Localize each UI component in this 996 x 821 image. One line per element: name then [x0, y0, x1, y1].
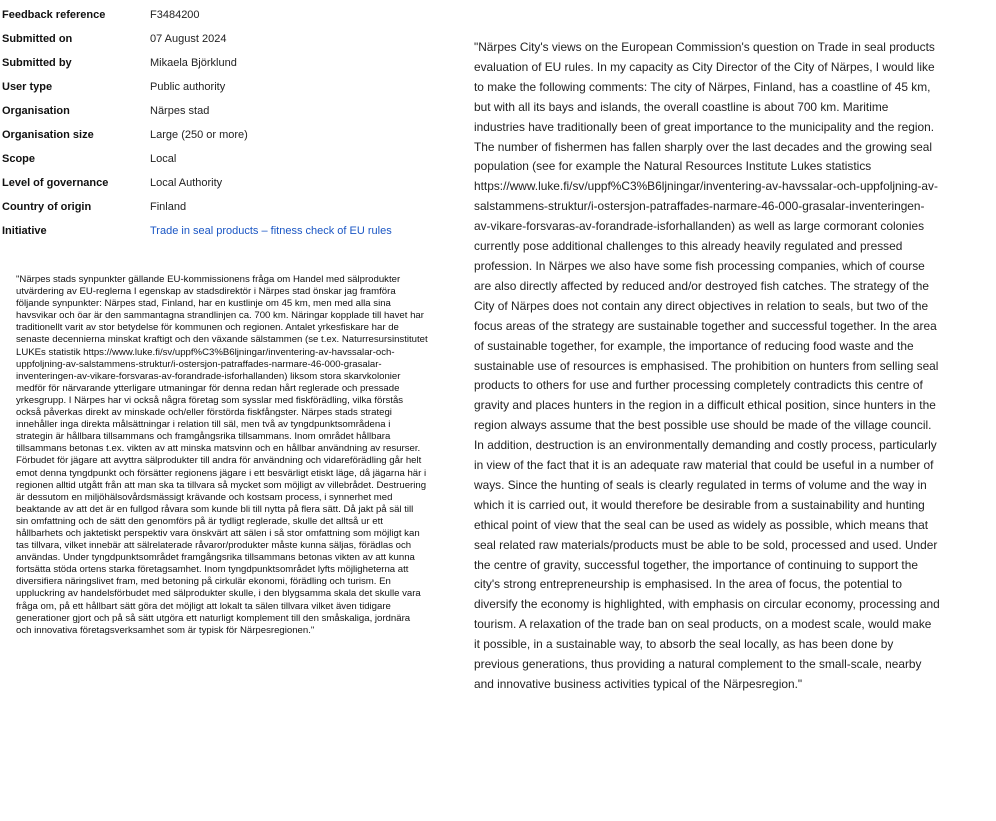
meta-label: Scope — [2, 153, 36, 165]
meta-label: User type — [2, 81, 53, 93]
initiative-link[interactable]: Trade in seal products – fitness check of EU rules — [150, 225, 392, 237]
meta-label: Country of origin — [2, 201, 92, 213]
feedback-text-original-swedish: "Närpes stads synpunkter gällande EU-kommissionens fråga om Handel med sälprodukter utvärdering av EU-reglerna I egenskap av stadsdirektör i Närpes stad önskar jag framföra följande synpunkter: Närpes stad, Finland, har en kustlinje om 45 km, men med alla sina havsvikar och öar är den sammantagna strandlinjen ca. 700 km. Näringar kopplade till havet har traditionellt varit av stor betydelse för kommunen och regionen. Antalet yrkesfiskare har de senaste decennierna minskat kraftigt och den växande sälstammen (se t.ex. Naturresursinstitutet LUKEs statistik https://www.luke.fi/sv/uppf%C3%B6ljningar/inventering-av-havssalar-och-uppfoljning-av-salstammens-struktur/i-ostersjon-patraffades-narmare-46-000-grasalar-inventeringen-av-vikare-forsvaras-av-forandrade-isforhallanden) liksom stora skarvkolonier medför för närvarande ytterligare utmaningar för denna redan hårt reglerade och pressade yrkesgrupp. I Närpes har vi också några företag som sysslar med fiskförädling, vilka förstås också påverkas direkt av minskade och/eller förstörda fiskfångster. Närpes stads strategi innehåller inga direkta målsättningar i relation till säl, men två av tyngdpunktsområdena i strategin är hållbara tillsammans och framgångsrika tillsammans. Inom området hållbara tillsammans betonas t.ex. vikten av att minska matsvinn och en hållbar användning av resurser. Förbudet för jägare att avyttra sälprodukter till andra för användning och vidareförädling går helt emot denna tyngdpunkt och försätter regionens jägare i ett besvärligt etiskt läge, då jägarna här i regionen alltid utgått från att man ska ta tillvara så mycket som möjligt av villebrådet. Destruering är dessutom en miljöhälsovårdsmässigt krävande och kostsam process, i synnerhet med beaktande av att det är en fullgod råvara som kunde bli till nytta på flera sätt. Då jakt på säl till sin omfattning och de sätt den genomförs på är tydligt reglerade, skulle det alltså ur ett hållbarhets och jaktetiskt perspektiv vara önskvärt att sälen i så stor omfattning som möjligt kan tas tillvara, vilket innebär att sälrelaterade råvaror/produkter måste kunna säljas, förädlas och användas. Under tyngdpunktsområdet framgångsrika tillsammans betonas vikten av att kunna fortsätta stöda ortens starka företagsamhet. Inom tyngdpunktsområdet lyfts möjligheterna att diversifiera näringslivet fram, med betoning på cirkulär ekonomi, förädling och turism. En uppluckring av handelsförbudet med sälprodukter skulle, i den blygsamma skala det skulle vara fråga om, på ett hållbart sätt göra det möjligt att lokalt ta sälen tillvara vilket även tidigare generationer gjort och på så sätt utgöra ett naturligt komplement till den småskaliga, jordnära och innovativa företagsverksamhet som är typisk för Närpesregionen." — [16, 274, 428, 636]
meta-value: Närpes stad — [150, 105, 210, 117]
meta-row-organisation — [2, 99, 442, 123]
meta-row-user-type — [2, 75, 442, 99]
meta-label: Submitted on — [2, 33, 73, 45]
meta-label: Organisation size — [2, 129, 94, 141]
meta-row-country-of-origin — [2, 195, 442, 219]
meta-row-organisation-size — [2, 123, 442, 147]
meta-value: F3484200 — [150, 9, 200, 21]
meta-value: Local — [150, 153, 177, 165]
meta-row-level-of-governance — [2, 171, 442, 195]
meta-row-scope — [2, 147, 442, 171]
meta-row-initiative — [2, 219, 442, 243]
meta-value: Mikaela Björklund — [150, 57, 237, 69]
meta-label: Feedback reference — [2, 9, 106, 21]
meta-value: 07 August 2024 — [150, 33, 227, 45]
meta-row-submitted-on — [2, 27, 442, 51]
meta-label: Level of governance — [2, 177, 109, 189]
meta-value: Finland — [150, 201, 187, 213]
meta-value: Public authority — [150, 81, 226, 93]
meta-label: Submitted by — [2, 57, 72, 69]
meta-value: Large (250 or more) — [150, 129, 248, 141]
meta-row-submitted-by — [2, 51, 442, 75]
meta-row-feedback-reference — [2, 3, 442, 27]
meta-label: Initiative — [2, 225, 47, 237]
feedback-metadata-table — [2, 3, 442, 243]
feedback-text-english-translation: "Närpes City's views on the European Commission's question on Trade in seal products evaluation of EU rules. In my capacity as City Director of the City of Närpes, I would like to make the following comments: The city of Närpes, Finland, has a coastline of 45 km, but with all its bays and islands, the overall coastline is about 700 km. Maritime industries have traditionally been of great importance to the municipality and the region. The number of fishermen has fallen sharply over the last decades and the growing seal population (see for example the Natural Resources Institute Lukes statistics https://www.luke.fi/sv/uppf%C3%B6ljningar/inventering-av-havssalar-och-uppfoljning-av-salstammens-struktur/i-ostersjon-patraffades-narmare-46-000-grasalar-inventeringen-av-vikare-forsvaras-av-forandrade-isforhallanden) as well as large cormorant colonies currently pose additional challenges to this already heavily regulated and pressed profession. In Närpes we also have some fish processing companies, which of course are also directly affected by reduced and/or destroyed fish catches. The strategy of the City of Närpes does not contain any direct objectives in relation to seals, but two of the focus areas of the strategy are sustainable together and successful together. In the area of sustainable together, for example, the importance of reducing food waste and the sustainable use of resources is emphasised. The prohibition on hunters from selling seal products to others for use and further processing completely contradicts this centre of gravity and places hunters in the region in a difficult ethical position, since hunters in the region always assume that the best possible use should be made of the village council. In addition, destruction is an environmentally demanding and costly process, particularly in view of the fact that it is an adequate raw material that could be useful in a number of ways. Since the hunting of seals is clearly regulated in terms of volume and the way in which it is carried out, it would therefore be desirable from a sustainability and hunting ethical point of view that the seal can be used as widely as possible, which means that seal related raw materials/products must be able to be sold, processed and used. Under the centre of gravity, successful together, the importance of continuing to support the city's strong entrepreneurship is emphasised. In the area of focus, the potential to diversify the economy is highlighted, with emphasis on circular economy, processing and tourism. A relaxation of the trade ban on seal products, on a modest scale, would make it possible, in a sustainable way, to absorb the seal locally, as has been done by previous generations, thus providing a natural complement to the small-scale, nearby and innovative business activities typical of the Närpesregion." — [474, 40, 940, 691]
meta-label: Organisation — [2, 105, 70, 117]
meta-value-cell — [150, 219, 442, 243]
meta-value: Local Authority — [150, 177, 223, 189]
